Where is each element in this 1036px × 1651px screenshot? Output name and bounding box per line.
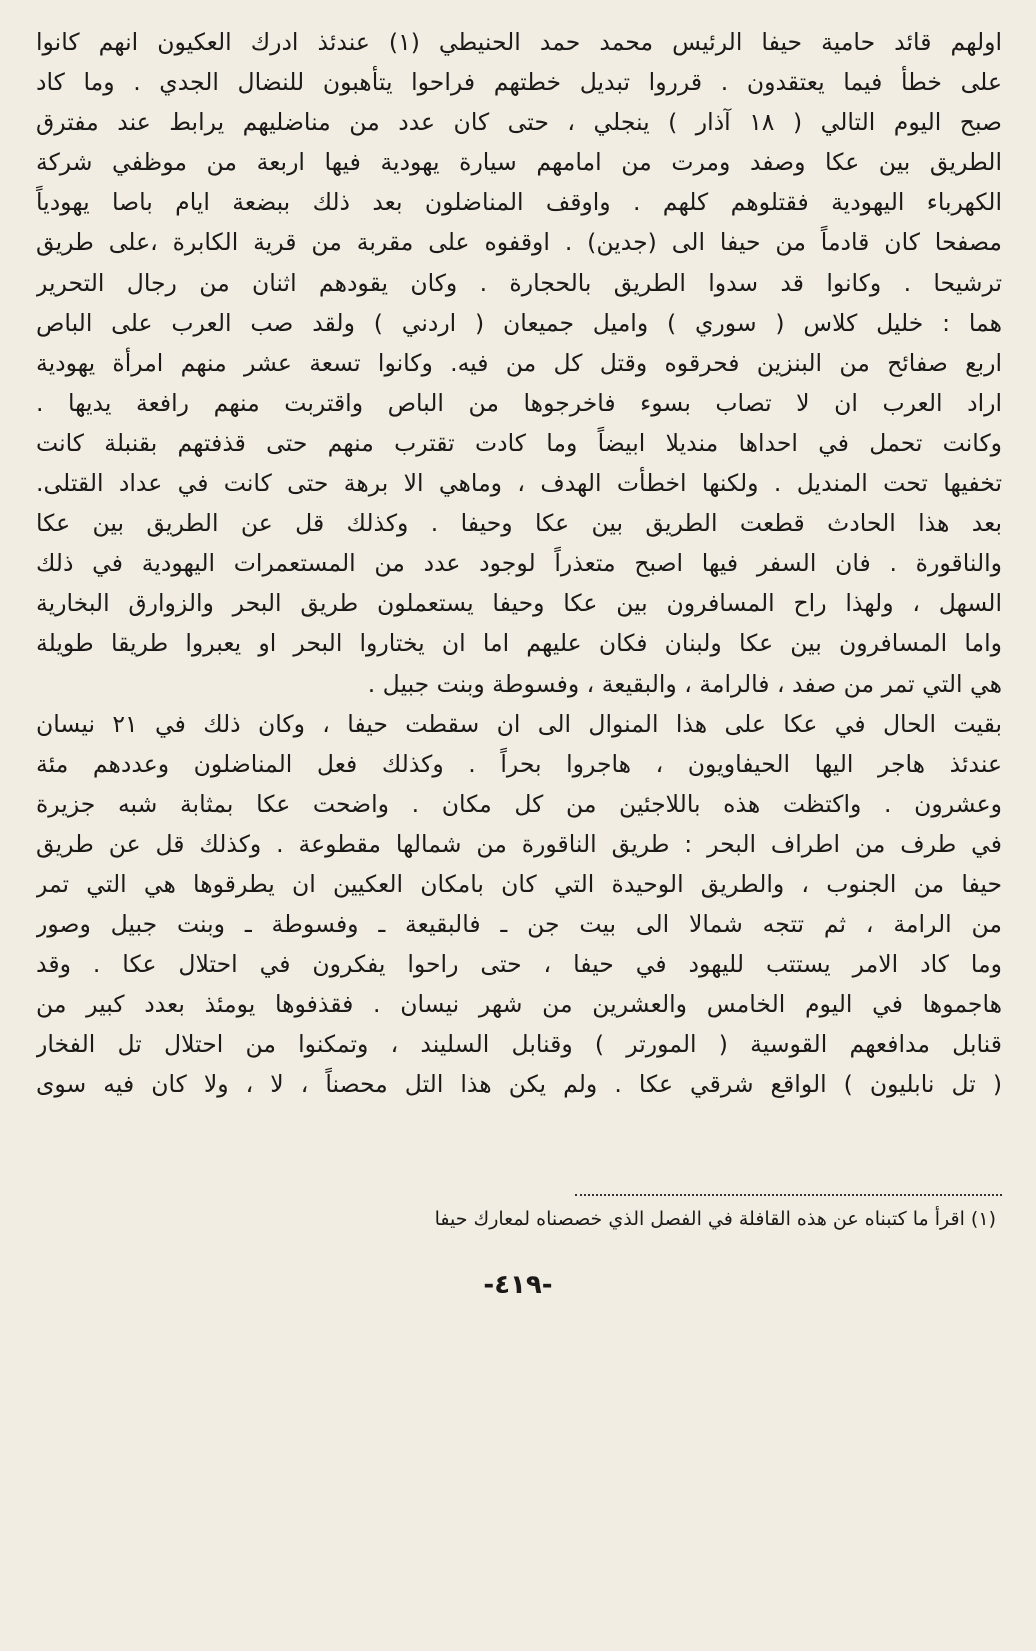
text-line: ( تل نابليون ) الواقع شرقي عكا . ولم يكن هذا التل محصناً ، لا ، ولا كان فيه سوى [36, 1070, 1002, 1099]
text-line: والناقورة . فان السفر فيها اصبح متعذراً لوجود عدد من المستعمرات اليهودية في ذلك [36, 549, 1002, 578]
text-line: تخفيها تحت المنديل . ولكنها اخطأت الهدف ، وماهي الا برهة حتى كانت في عداد القتلى. [36, 469, 1002, 498]
text-line: اراد العرب ان لا تصاب بسوء فاخرجوها من الباص واقتربت منهم رافعة يديها . [36, 388, 1002, 417]
text-line: وما كاد الامر يستتب لليهود في حيفا ، حتى راحوا يفكرون في احتلال عكا . وقد [36, 950, 1002, 979]
footnote: (١) اقرأ ما كتبناه عن هذه القافلة في الفصل الذي خصصناه لمعارك حيفا [434, 1208, 996, 1230]
text-line: بقيت الحال في عكا على هذا المنوال الى ان سقطت حيفا ، وكان ذلك في ٢١ نيسان [36, 709, 1002, 738]
text-line: هي التي تمر من صفد ، فالرامة ، والبقيعة ، وفسوطة وبنت جبيل . [367, 669, 1002, 698]
text-line: وكانت تحمل في احداها منديلا ابيضاً وما كادت تقترب منهم حتى قذفتهم بقنبلة كانت [36, 428, 1002, 457]
text-line: اولهم قائد حامية حيفا الرئيس محمد حمد الحنيطي (١) عندئذ ادرك العكيون انهم كانوا [36, 28, 1002, 56]
text-line: مصفحا كان قادماً من حيفا الى (جدين) . اوقفوه على مقربة من قرية الكابرة ،على طريق [36, 228, 1002, 257]
text-line: عندئذ هاجر اليها الحيفاويون ، هاجروا بحراً . وكذلك فعل المناضلون وعددهم مئة [36, 749, 1002, 778]
text-line: صبح اليوم التالي ( ١٨ آذار ) ينجلي ، حتى كان عدد من مناضليهم يرابط عند مفترق [36, 108, 1002, 137]
text-line: واما المسافرون بين عكا ولبنان فكان عليهم اما ان يختاروا البحر او يعبروا طريقا طويلة [36, 629, 1002, 658]
text-line: ترشيحا . وكانوا قد سدوا الطريق بالحجارة . وكان يقودهم اثنان من رجال التحرير [36, 268, 1002, 297]
page-number: -٤١٩- [483, 1270, 553, 1300]
text-line: هاجموها في اليوم الخامس والعشرين من شهر نيسان . فقذفوها يومئذ بعدد كبير من [36, 990, 1002, 1019]
footnote-divider [575, 1194, 1002, 1196]
text-line: هما : خليل كلاس ( سوري ) واميل جميعان ( اردني ) ولقد صب العرب على الباص [36, 308, 1002, 337]
text-line: وعشرون . واكتظت هذه باللاجئين من كل مكان . واضحت عكا بمثابة شبه جزيرة [36, 789, 1002, 818]
text-line: السهل ، ولهذا راح المسافرون بين عكا وحيفا يستعملون طريق البحر والزوارق البخارية [36, 589, 1002, 618]
text-line: في طرف من اطراف البحر : طريق الناقورة من شمالها مقطوعة . وكذلك قل عن طريق [36, 829, 1002, 858]
text-line: الطريق بين عكا وصفد ومرت من امامهم سيارة يهودية فيها اربعة من موظفي شركة [36, 148, 1002, 177]
text-line: قنابل مدافعهم القوسية ( المورتر ) وقنابل السليند ، وتمكنوا من احتلال تل الفخار [36, 1030, 1002, 1059]
text-line: على خطأ فيما يعتقدون . قرروا تبديل خطتهم فراحوا يتأهبون للنضال الجدي . وما كاد [36, 68, 1002, 97]
text-line: حيفا من الجنوب ، والطريق الوحيدة التي كان بامكان العكيين ان يطرقوها هي التي تمر [36, 869, 1002, 898]
text-line: بعد هذا الحادث قطعت الطريق بين عكا وحيفا . وكذلك قل عن الطريق بين عكا [36, 509, 1002, 538]
text-line: من الرامة ، ثم تتجه شمالا الى بيت جن ـ فالبقيعة ـ وفسوطة ـ وبنت جبيل وصور [36, 910, 1002, 939]
text-line: الكهرباء اليهودية فقتلوهم كلهم . واوقف المناضلون بعد ذلك ببضعة ايام باصا يهودياً [36, 188, 1002, 217]
text-line: اربع صفائح من البنزين فحرقوه وقتل كل من فيه. وكانوا تسعة عشر منهم امرأة يهودية [36, 348, 1002, 377]
page-body [36, 22, 1002, 1105]
